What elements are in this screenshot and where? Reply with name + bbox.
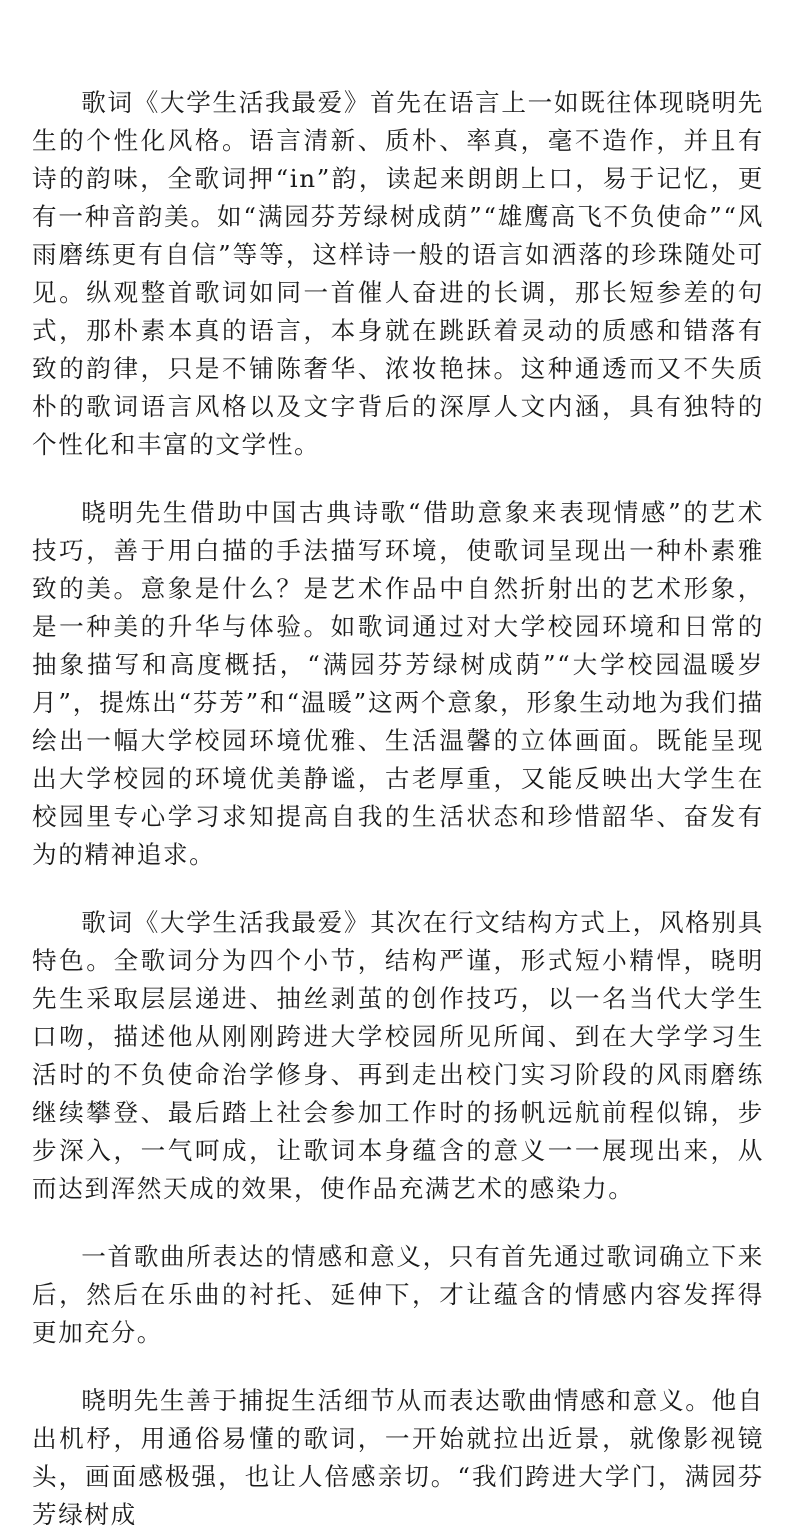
paragraph-1: 歌词《大学生活我最爱》首先在语言上一如既往体现晓明先生的个性化风格。语言清新、质朴、率真，毫不造作，并且有诗的韵味，全歌词押“in”韵，读起来朗朗上口，易于记忆，更有一种音韵美。如“满园芬芳绿树成荫”“雄鹰高飞不负使命”“风雨磨练更有自信”等等，这样诗一般的语言如洒落的珍珠随处可见。纵观整首歌词如同一首催人奋进的长调，那长短参差的句式，那朴素本真的语言，本身就在跳跃着灵动的质感和错落有致的韵律，只是不铺陈奢华、浓妆艳抹。这种通透而又不失质朴的歌词语言风格以及文字背后的深厚人文内涵，具有独特的个性化和丰富的文学性。 (32, 88, 764, 459)
paragraph-4: 一首歌曲所表达的情感和意义，只有首先通过歌词确立下来后，然后在乐曲的衬托、延伸下，才让蕴含的情感内容发挥得更加充分。 (32, 1242, 764, 1347)
paragraph-5: 晓明先生善于捕捉生活细节从而表达歌曲情感和意义。他自出机杼，用通俗易懂的歌词，一开始就拉出近景，就像影视镜头，画面感极强，也让人倍感亲切。“我们跨进大学门，满园芬芳绿树成 (32, 1386, 764, 1529)
paragraph-3: 歌词《大学生活我最爱》其次在行文结构方式上，风格别具特色。全歌词分为四个小节，结构严谨，形式短小精悍，晓明先生采取层层递进、抽丝剥茧的创作技巧，以一名当代大学生口吻，描述他从刚刚跨进大学校园所见所闻、到在大学学习生活时的不负使命治学修身、再到走出校门实习阶段的风雨磨练继续攀登、最后踏上社会参加工作时的扬帆远航前程似锦，步步深入，一气呵成，让歌词本身蕴含的意义一一展现出来，从而达到浑然天成的效果，使作品充满艺术的感染力。 (32, 908, 764, 1203)
paragraph-2: 晓明先生借助中国古典诗歌“借助意象来表现情感”的艺术技巧，善于用白描的手法描写环境，使歌词呈现出一种朴素雅致的美。意象是什么？是艺术作品中自然折射出的艺术形象，是一种美的升华与体验。如歌词通过对大学校园环境和日常的抽象描写和高度概括，“满园芬芳绿树成荫”“大学校园温暖岁月”，提炼出“芬芳”和“温暖”这两个意象，形象生动地为我们描绘出一幅大学校园环境优雅、生活温馨的立体画面。既能呈现出大学校园的环境优美静谧，古老厚重，又能反映出大学生在校园里专心学习求知提高自我的生活状态和珍惜韶华、奋发有为的精神追求。 (32, 498, 764, 869)
